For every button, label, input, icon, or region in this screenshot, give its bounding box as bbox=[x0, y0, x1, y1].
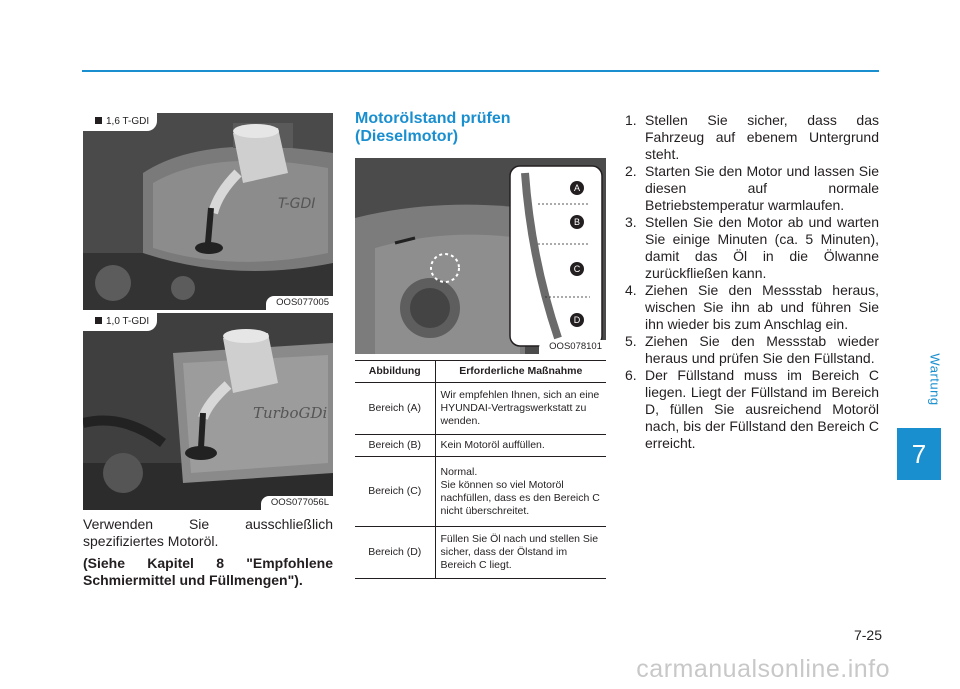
table-row bbox=[355, 527, 606, 579]
step-number: 4. bbox=[625, 282, 637, 298]
table-header-cell: Erforderliche Maßnahme bbox=[435, 361, 606, 383]
table-cell-action: Kein Motoröl auffüllen. bbox=[435, 435, 606, 457]
section-title bbox=[355, 110, 605, 146]
engine-photo-10tgdi bbox=[83, 313, 333, 510]
table-cell-area: Bereich (C) bbox=[355, 457, 435, 527]
svg-text:T-GDI: T-GDI bbox=[278, 196, 316, 212]
section-title-line2: (Dieselmotor) bbox=[355, 128, 459, 145]
dipstick-marker-b: B bbox=[570, 215, 584, 229]
procedure-steps bbox=[625, 112, 879, 452]
photo-tag-label: 1,6 T-GDI bbox=[106, 116, 150, 127]
step-text: Ziehen Sie den Messstab wieder heraus und prüfen Sie den Füllstand. bbox=[645, 333, 879, 366]
dipstick-marker-a: A bbox=[570, 181, 584, 195]
page-number: 7-25 bbox=[853, 627, 882, 643]
table-cell-action: Wir empfehlen Ihnen, sich an eine HYUNDAI-Vertragswerkstatt zu wenden. bbox=[435, 383, 606, 435]
table-cell-action: Normal. Sie können so viel Motoröl nachfüllen, dass es den Bereich C nicht überschreitet. bbox=[435, 457, 606, 527]
list-item bbox=[625, 282, 879, 333]
table-cell-area: Bereich (A) bbox=[355, 383, 435, 435]
engine-photo-16tgdi bbox=[83, 113, 333, 310]
dipstick-illustration bbox=[355, 158, 606, 354]
step-text: Ziehen Sie den Messstab heraus, wischen Sie ihn ab und führen Sie ihn wieder bis zum Anschlag ein. bbox=[645, 282, 879, 332]
table-header-row bbox=[355, 361, 606, 383]
photo-tag-label: 1,0 T-GDI bbox=[106, 316, 150, 327]
chapter-label: Wartung bbox=[927, 353, 943, 406]
chapter-number-tab: 7 bbox=[897, 428, 941, 480]
step-number: 5. bbox=[625, 333, 637, 349]
photo-code: OOS078101 bbox=[539, 340, 606, 354]
oil-spec-text bbox=[83, 516, 333, 588]
dipstick-marker-d: D bbox=[570, 313, 584, 327]
table-cell-area: Bereich (D) bbox=[355, 527, 435, 579]
dipstick-photo bbox=[355, 158, 606, 354]
step-number: 3. bbox=[625, 214, 637, 230]
step-text: Stellen Sie den Motor ab und warten Sie einige Minuten (ca. 5 Minuten), damit das Öl in die Ölwanne zurückfließen kann. bbox=[645, 214, 879, 281]
step-text: Starten Sie den Motor und lassen Sie diesen auf normale Betriebstemperatur warmlaufen. bbox=[645, 163, 879, 213]
bullet-square-icon bbox=[95, 317, 102, 324]
photo-code: OOS077005 bbox=[266, 296, 333, 310]
step-number: 1. bbox=[625, 112, 637, 128]
svg-text:TurboGDi: TurboGDi bbox=[253, 404, 328, 422]
list-item bbox=[625, 112, 879, 163]
engine-illustration bbox=[83, 313, 333, 510]
step-text: Der Füllstand muss im Bereich C liegen. Liegt der Füllstand im Bereich D, füllen Sie ausreichend Motoröl nach, bis der Füllstand den Bereich C erreicht. bbox=[645, 367, 879, 451]
step-number: 6. bbox=[625, 367, 637, 383]
section-title-line1: Motorölstand prüfen bbox=[355, 110, 511, 127]
list-item bbox=[625, 163, 879, 214]
bullet-square-icon bbox=[95, 117, 102, 124]
table-cell-area: Bereich (B) bbox=[355, 435, 435, 457]
list-item bbox=[625, 367, 879, 452]
table-cell-action: Füllen Sie Öl nach und stellen Sie sicher, dass der Ölstand im Bereich C liegt. bbox=[435, 527, 606, 579]
step-number: 2. bbox=[625, 163, 637, 179]
photo-code: OOS077056L bbox=[261, 496, 333, 510]
list-item bbox=[625, 333, 879, 367]
engine-illustration bbox=[83, 113, 333, 310]
oil-level-table bbox=[355, 360, 606, 579]
step-text: Stellen Sie sicher, dass das Fahrzeug auf ebenem Untergrund steht. bbox=[645, 112, 879, 162]
reference-paragraph: (Siehe Kapitel 8 "Empfohlene Schmiermittel und Füllmengen"). bbox=[83, 555, 333, 588]
header-rule bbox=[82, 70, 879, 72]
table-row bbox=[355, 457, 606, 527]
table-row bbox=[355, 383, 606, 435]
table-row bbox=[355, 435, 606, 457]
watermark: carmanualsonline.info bbox=[636, 655, 890, 683]
photo-tag bbox=[83, 113, 157, 131]
table-header-cell: Abbildung bbox=[355, 361, 435, 383]
photo-tag bbox=[83, 313, 157, 331]
list-item bbox=[625, 214, 879, 282]
intro-paragraph: Verwenden Sie ausschließlich spezifiziertes Motoröl. bbox=[83, 516, 333, 549]
dipstick-marker-c: C bbox=[570, 262, 584, 276]
